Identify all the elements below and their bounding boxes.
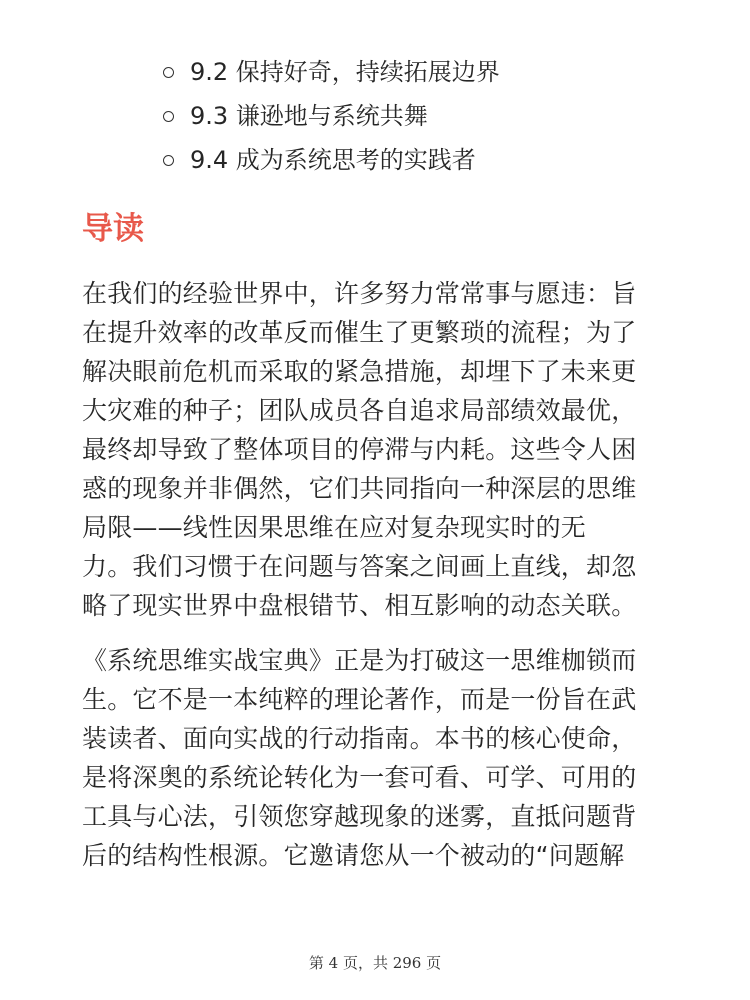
paragraph-line: 局限——线性因果思维在应对复杂现实时的无 <box>82 513 587 542</box>
paragraph-line: 最终却导致了整体项目的停滞与内耗。这些令人困 <box>82 435 637 464</box>
toc-item-label: 9.2 保持好奇，持续拓展边界 <box>190 58 500 86</box>
circle-bullet-icon <box>163 67 174 78</box>
circle-bullet-icon <box>163 111 174 122</box>
paragraph-line: 略了现实世界中盘根错节、相互影响的动态关联。 <box>82 591 637 620</box>
toc-item[interactable] <box>163 96 428 136</box>
paragraph-line: 后的结构性根源。它邀请您从一个被动的“问题解 <box>82 841 625 870</box>
toc-item[interactable] <box>163 140 476 180</box>
paragraph-line: 大灾难的种子；团队成员各自追求局部绩效最优， <box>82 396 637 425</box>
paragraph-line: 在提升效率的改革反而催生了更繁琐的流程；为了 <box>82 318 637 347</box>
circle-bullet-icon <box>163 155 174 166</box>
toc-item-label: 9.3 谦逊地与系统共舞 <box>190 102 428 130</box>
paragraph-line: 在我们的经验世界中，许多努力常常事与愿违：旨 <box>82 279 637 308</box>
paragraph-line: 生。它不是一本纯粹的理论著作，而是一份旨在武 <box>82 685 637 714</box>
paragraph-line: 装读者、面向实战的行动指南。本书的核心使命， <box>82 724 637 753</box>
toc-item[interactable] <box>163 52 500 92</box>
paragraph-line: 力。我们习惯于在问题与答案之间画上直线，却忽 <box>82 552 637 581</box>
paragraph-line: 是将深奥的系统论转化为一套可看、可学、可用的 <box>82 763 637 792</box>
paragraph-book-mission <box>82 641 682 875</box>
toc-item-label: 9.4 成为系统思考的实践者 <box>190 146 476 174</box>
paragraph-line: 惑的现象并非偶然，它们共同指向一种深层的思维 <box>82 474 637 503</box>
page-number: 第 4 页，共 296 页 <box>308 954 442 972</box>
paragraph-line: 《系统思维实战宝典》正是为打破这一思维枷锁而 <box>82 646 637 675</box>
paragraph-intro <box>82 274 682 625</box>
paragraph-line: 解决眼前危机而采取的紧急措施，却埋下了未来更 <box>82 357 637 386</box>
paragraph-line: 工具与心法，引领您穿越现象的迷雾，直抵问题背 <box>82 802 637 831</box>
section-heading: 导读 <box>82 211 144 247</box>
